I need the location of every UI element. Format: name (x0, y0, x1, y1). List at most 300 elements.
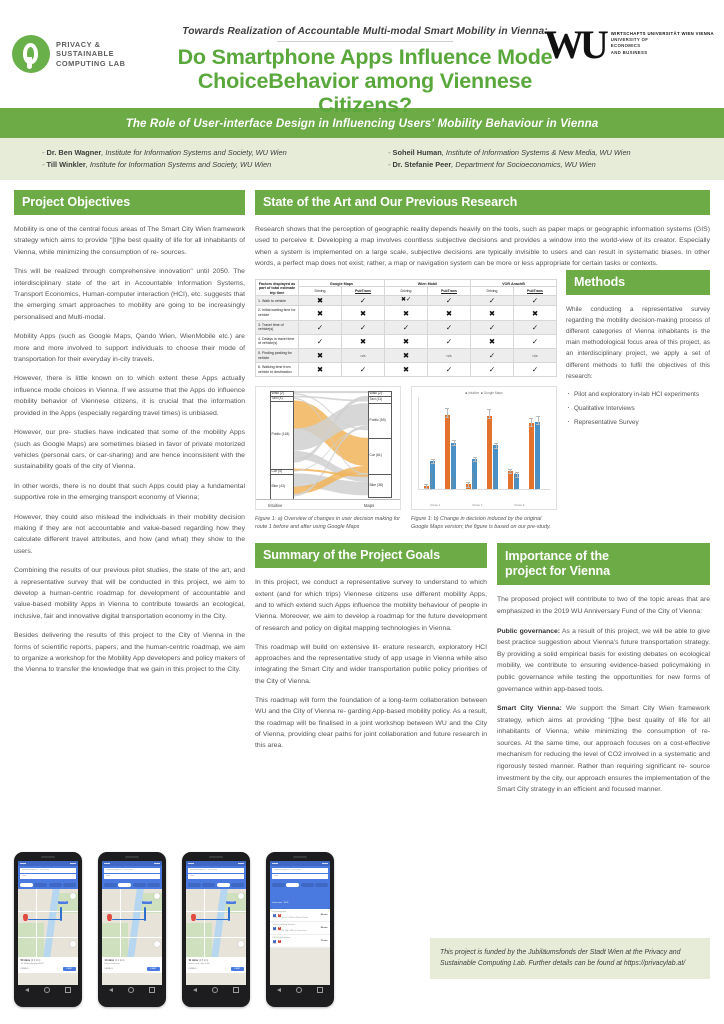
objectives-paragraph: However, our pre- studies have indicated that some of the mobility Apps (such as Google Maps) are sometimes biased in favor of private motorized vehicles (personal cars, or car-sharing) and are hence inconsistent with the sustainability goals of the city of Vienna. (14, 429, 245, 471)
author-name: Till Winkler (46, 160, 86, 169)
route-line (228, 907, 230, 921)
sankey-axis (256, 499, 400, 500)
bar (529, 423, 534, 489)
back-icon[interactable] (25, 988, 29, 992)
cross-icon: ✖ (342, 306, 385, 320)
map-view[interactable] (102, 889, 162, 957)
back-icon[interactable] (277, 988, 281, 992)
bar-chart-group-label: Route 2 (472, 503, 483, 508)
error-bar (433, 459, 434, 464)
destination-input[interactable]: Wien (20, 874, 76, 879)
methods-paragraph: While conducting a representative survey regarding the mobility decision-making process of different categories of Vienna inhabitants is the main methodological focus area of this project, as an interdisciplinary project, we apply a set of different methods to fulfil the objectives of this research: (566, 305, 710, 380)
funding-note (430, 938, 710, 979)
error-bar (538, 416, 539, 425)
route-time-badge: 11 mins (227, 901, 235, 904)
route-subtitle: fastest route now (104, 962, 120, 965)
error-bar (447, 408, 448, 418)
sankey-axis-label: Intuitive (268, 503, 283, 509)
layers-button[interactable] (154, 893, 160, 899)
phone-mockup (14, 852, 82, 1007)
wu-line6: AND BUSINESS (610, 49, 648, 55)
route-steps-link[interactable]: DETAILS (104, 967, 113, 970)
home-icon[interactable] (212, 987, 218, 993)
author-affiliation: , Institute for Information Systems and Society, WU Wien (101, 148, 287, 157)
route-result-card (102, 957, 162, 973)
route-start-button[interactable]: START (231, 967, 243, 971)
search-box (270, 866, 330, 881)
destination-input[interactable]: Wien (188, 874, 244, 879)
transit-option-heading: Shortest walking distance (272, 923, 296, 926)
author-entry: - Soheil Human, Institute of Information Systems & New Media, WU Wien (388, 148, 631, 157)
sankey-node-label: Taxi (11) (369, 396, 383, 401)
poster-header (0, 0, 724, 117)
privacy-lab-logo (12, 28, 152, 80)
phone-speaker (209, 856, 223, 858)
error-bar (489, 409, 490, 419)
recents-icon[interactable] (65, 987, 71, 993)
check-icon: ✓ (514, 296, 557, 306)
table-mode-header: PubTrans (428, 287, 471, 296)
wu-line4: UNIVERSITY OF (610, 37, 649, 43)
privacy-lab-logo-text (56, 40, 126, 69)
figure-barchart (411, 386, 557, 531)
transit-option-row[interactable] (270, 922, 330, 935)
table-row (256, 334, 557, 348)
transit-line-chip: U (273, 914, 275, 917)
table-row-label: 6. Walking time from vehicle to destination (256, 363, 299, 377)
error-bar (426, 484, 427, 489)
lab-name-line2: SUSTAINABLE (56, 49, 115, 59)
transit-option-row[interactable] (270, 909, 330, 922)
sankey-node-label: Public (118) (271, 432, 290, 437)
mode-button-walking[interactable] (20, 883, 33, 887)
table-row (256, 296, 557, 306)
phone-speaker (293, 856, 307, 858)
summary-paragraph: This roadmap will form the foundation of a long-term collaboration between WU and the City of Vienna re- garding App-based mobility policy. As a result, the roadmap will be finalised in a joint workshop between WU and the City of Vienna, providing clear paths for joint collaboration and future research in this area. (255, 697, 487, 750)
wu-line2: UNIVERSITÄT (647, 31, 680, 36)
route-start-button[interactable]: START (147, 967, 159, 971)
poster-title-line1: Do Smartphone Apps Influence Mode (177, 45, 553, 69)
poster-pretitle: Towards Realization of Accountable Multi-modal Smart Mobility in Vienna: (182, 26, 548, 37)
error-bar (531, 418, 532, 427)
wu-line5: ECONOMICS (610, 43, 641, 49)
importance-item (497, 703, 710, 796)
importance-heading-line2: project for Vienna (505, 563, 611, 578)
check-icon: ✓ (299, 334, 342, 348)
mode-button-walking[interactable] (104, 883, 117, 887)
check-icon: ✓ (471, 296, 514, 306)
mode-button-driving[interactable] (301, 883, 314, 887)
sankey-node-label: Taxi (4) (271, 395, 283, 400)
importance-item (497, 626, 710, 696)
wu-logo (543, 22, 714, 67)
table-row (256, 306, 557, 320)
table-mode-header: Driving (471, 287, 514, 296)
author-column-left (0, 147, 378, 171)
sankey-node-label: Car (61) (369, 453, 382, 458)
mode-button-walking[interactable] (188, 883, 201, 887)
transit-duration: 11 min (320, 940, 328, 943)
error-bar (468, 482, 469, 487)
column-objectives (14, 190, 245, 796)
table-row (256, 348, 557, 362)
author-affiliation: , Department for Socioeconomics, WU Wien (451, 160, 596, 169)
check-icon: ✓ (342, 320, 385, 334)
table-cell-na: n/a (342, 348, 385, 362)
mode-button-driving[interactable] (133, 883, 146, 887)
origin-input[interactable]: Welthandelsplatz 1, 1020 Wien (20, 868, 76, 873)
comparison-table-wrap (255, 270, 557, 532)
route-duration: 11 mins (4,5 km) (188, 958, 209, 962)
mode-button-bike[interactable] (63, 883, 76, 887)
mode-button-transit[interactable] (118, 883, 131, 887)
recents-icon[interactable] (317, 987, 323, 993)
origin-pin (107, 914, 112, 921)
check-icon: ✓ (471, 348, 514, 362)
poster-subtitle: The Role of User-interface Design in Influencing Users' Mobility Behaviour in Vienna (125, 116, 599, 130)
lab-name-line3: COMPUTING LAB (56, 58, 126, 68)
phone-screen (270, 861, 330, 985)
poster-title (150, 45, 580, 117)
destination-input[interactable]: Wien (104, 874, 160, 879)
route-line (112, 919, 146, 921)
phone-screen (186, 861, 246, 985)
objectives-paragraph: However, they could also mislead the individuals in their mobility decision making if they are not accountable and value-based regarding how they calculate different travel attributes, and how (and what) they show to the users. (14, 513, 245, 555)
route-start-button[interactable]: START (63, 967, 75, 971)
sankey-diagram (256, 387, 400, 509)
mode-button-transit[interactable] (286, 883, 299, 887)
error-bar (510, 469, 511, 474)
cross-icon: ✖ (385, 348, 428, 362)
error-bar (475, 457, 476, 462)
table-row-label: 2. Initial waiting time for vehicle (256, 306, 299, 320)
recents-icon[interactable] (149, 987, 155, 993)
objectives-paragraph: However, there is little known on to which extent these Apps actually influence mode choices in Vienna. If we assume that the Apps do influence mobility behavior of Viennese citizens, it is crucial that the information provided in the Apps (especially regarding travel times) is unbiased. (14, 375, 245, 417)
route-result-card (18, 957, 78, 973)
table-cell-na: n/a (428, 348, 471, 362)
locate-button[interactable] (238, 941, 244, 947)
objectives-paragraph: Mobility Apps (such as Google Maps, Qando Wien, WienMobile etc.) are more and more involved to support individuals to choose their mode of transportation for their everyday in-city travels. (14, 333, 245, 364)
sankey-node-label: Walk (2) (271, 390, 284, 395)
mode-button-bike[interactable] (147, 883, 160, 887)
check-icon: ✓ (342, 296, 385, 306)
back-icon[interactable] (109, 988, 113, 992)
android-nav-bar (270, 985, 330, 994)
importance-heading-line1: Importance of the (505, 549, 609, 564)
route-subtitle: via Welthandelsplatz/B227 (20, 962, 45, 965)
author-column-right (378, 147, 724, 171)
check-icon: ✓ (428, 296, 471, 306)
travel-mode-bar (270, 881, 330, 888)
poster-title-line2: ChoiceBehavior among Viennese Citizens? (197, 69, 533, 117)
author-affiliation: , Institute for Information Systems and Society, WU Wien (85, 160, 272, 169)
table-row-label: 4. Delays in travel time of vehicle(s) (256, 334, 299, 348)
travel-mode-bar (186, 881, 246, 888)
check-icon: ✓ (428, 363, 471, 377)
check-icon: ✓ (514, 363, 557, 377)
cross-icon: ✖ (385, 306, 428, 320)
bar-chart (412, 387, 556, 509)
search-box (18, 866, 78, 881)
route-time-badge: 14 mins (143, 901, 151, 904)
mode-button-bike[interactable] (315, 883, 328, 887)
phone-mockup (182, 852, 250, 1007)
figure-sankey-box (255, 386, 401, 510)
bar (487, 416, 492, 490)
bar-chart-group-label: Route 3 (514, 503, 525, 508)
mode-button-transit[interactable] (34, 883, 47, 887)
transit-option-heading: Recommended (272, 910, 287, 913)
section-heading-state-of-art: State of the Art and Our Previous Research (255, 190, 710, 215)
check-icon: ✓ (385, 320, 428, 334)
table-row-label: 3. Travel time of vehicle(s) (256, 320, 299, 334)
figure-barchart-box (411, 386, 557, 510)
map-view[interactable] (186, 889, 246, 957)
cross-icon: ✖ (299, 363, 342, 377)
back-icon[interactable] (193, 988, 197, 992)
route-line (196, 919, 230, 921)
cross-icon: ✖ (299, 348, 342, 362)
check-icon: ✓ (514, 320, 557, 334)
route-duration: 50 mins (3,9 km) (20, 958, 41, 962)
author-name: Dr. Ben Wagner (46, 148, 102, 157)
destination-input[interactable]: Wien (272, 874, 328, 879)
figure-sankey-caption: Figure 1: a) Overview of changes in user decision making for route 1 before and after using Google Maps (255, 516, 401, 531)
phone-mockup (266, 852, 334, 1007)
cross-icon: ✖ (299, 296, 342, 306)
column-summary (255, 543, 487, 796)
wu-logo-mark: WU (543, 22, 605, 67)
author-entry: - Till Winkler, Institute for Information Systems and Society, WU Wien (42, 160, 272, 169)
mode-button-bike[interactable] (231, 883, 244, 887)
phone-screenshot-strip (14, 852, 334, 1007)
author-entry: - Dr. Ben Wagner, Institute for Information Systems and Society, WU Wien (42, 148, 287, 157)
cross-icon: ✖ (299, 306, 342, 320)
phone-screen (18, 861, 78, 985)
transit-option-time: 14:31 - 14:45 U2 / 25A via Messe-Prater (272, 916, 309, 919)
methods-bullet: · Pilot and exploratory in-lab HCI experiments (566, 389, 710, 400)
bar-chart-legend: ■ Intuitive ■ Google Maps (465, 391, 503, 396)
table-app-header: Google Maps (299, 279, 385, 287)
transit-line-chip: A (278, 914, 281, 917)
origin-pin (23, 914, 28, 921)
methods-bullet-list (566, 389, 710, 429)
section-heading-methods: Methods (566, 270, 710, 295)
transit-option-time: 14:27 - 14:53 11A / 80A via Praterstern (272, 929, 307, 932)
sankey-node-label: Bike (43) (271, 483, 286, 488)
table-cell-na: n/a (514, 348, 557, 362)
importance-item-term: Public governance: (497, 627, 561, 635)
bar-chart-x-label: comfortable (492, 477, 496, 491)
author-name: Soheil Human (392, 148, 442, 157)
route-subtitle: fastest route, light traffic (188, 962, 210, 965)
search-box (102, 866, 162, 881)
column-methods (566, 270, 710, 532)
lab-name-line1: PRIVACY & (56, 39, 101, 49)
importance-intro: The proposed project will contribute to two of the topic areas that are emphasized in the 2019 WU Anniversary Fund of the City of Vienna: (497, 596, 710, 615)
android-nav-bar (18, 985, 78, 994)
mode-button-driving[interactable] (217, 883, 230, 887)
leaf-drop-icon (12, 35, 50, 73)
error-bar (496, 443, 497, 449)
column-importance (497, 543, 710, 796)
origin-input[interactable]: Welthandelsplatz 1, 1020 Wien (272, 868, 328, 873)
author-name: Dr. Stefanie Peer (392, 160, 452, 169)
bar-chart-x-label: comfortable (450, 477, 454, 491)
sankey-axis-label: Maps (364, 503, 375, 509)
layers-button[interactable] (70, 893, 76, 899)
table-mode-header: Driving (385, 287, 428, 296)
bar-chart-plot (418, 397, 550, 508)
section-heading-summary: Summary of the Project Goals (255, 543, 487, 568)
table-mode-header: PubTrans (514, 287, 557, 296)
section-heading-importance (497, 543, 710, 585)
route-line (28, 919, 62, 921)
cross-icon: ✖ (385, 334, 428, 348)
route-steps-link[interactable]: DETAILS (188, 967, 197, 970)
check-icon: ✓ (471, 320, 514, 334)
map-view[interactable] (18, 889, 78, 957)
mode-button-walking[interactable] (272, 883, 285, 887)
figure-barchart-caption: Figure 1: b) Change in decision induced by the original Google Maps version; the figure is based on our pre-study. (411, 516, 551, 531)
author-list (0, 138, 724, 180)
route-steps-link[interactable]: DETAILS (20, 967, 29, 970)
recents-icon[interactable] (233, 987, 239, 993)
origin-input[interactable]: Welthandelsplatz 1, 1020 Wien (104, 868, 160, 873)
route-line (144, 907, 146, 921)
travel-mode-bar (102, 881, 162, 888)
android-nav-bar (102, 985, 162, 994)
search-box (186, 866, 246, 881)
table-row (256, 320, 557, 334)
table-header-row-modes (256, 287, 557, 296)
sankey-node-label: Bike (38) (369, 482, 384, 487)
sankey-node-label: Car (4) (271, 468, 283, 473)
home-icon[interactable] (296, 987, 302, 993)
sankey-node-label: Walk (2) (369, 390, 382, 395)
state-of-art-paragraph: Research shows that the perception of geographic reality depends heavily on the tools, such as paper maps or geographic information systems (GIS) used to perceive it. Developing a map involves countless subjective decisions and provides a window into the world-view of its creator. Especially when a system is implemented on a large scale, subjective decisions are typically invisible to users and can result in systematic biases. In other words, a perfect map does not exist; rather, a map or navigation system can be more or less appropriate for certain tasks or contexts. (255, 226, 710, 268)
route-time-badge: 50 mins (59, 901, 67, 904)
author-affiliation: , Institute of Information Systems & New Media, WU Wien (441, 148, 631, 157)
objectives-paragraph: This will be realized through comprehensive innovation" until 2050. The interdisciplinary state of the art in Accountable Information Systems, Transport Economics, Human-computer interaction (HCI), etc. suggests that the emerging smart approaches to mobility are going to be increasingly personalised and Multi-modal. (14, 268, 245, 321)
bar-chart-x-label: not comfortable (513, 473, 517, 491)
objectives-paragraph: Mobility is one of the central focus areas of The Smart City Wien framework strategy which aims to provide "[t]he best quality of life for all inhabitants of Vienna, while minimizing the consumption of re- sources. (14, 226, 245, 256)
summary-paragraph: In this project, we conduct a representative survey to understand to which extent (and for which trips) Viennese citizens use different mobility Apps, and to which extend such Apps influence the mobility behaviour of people in Vienna. Moreover, we aim to develop a roadmap for the future development of research and policy on digital mapping technologies in Vienna. (255, 579, 487, 632)
cross-icon: ✖ (514, 306, 557, 320)
mode-button-transit[interactable] (202, 883, 215, 887)
origin-pin (191, 914, 196, 921)
table-header-row-apps (256, 279, 557, 287)
cross-icon: ✖ (428, 306, 471, 320)
title-block (150, 26, 580, 117)
cross-icon: ✖ (385, 363, 428, 377)
check-icon: ✓ (471, 363, 514, 377)
poster-body (0, 180, 724, 796)
home-icon[interactable] (44, 987, 50, 993)
check-icon: ✓ (428, 334, 471, 348)
transit-option-heading: Other transportation (272, 936, 291, 939)
transit-line-chip: U (273, 927, 275, 930)
table-body (256, 296, 557, 377)
phone-screen (102, 861, 162, 985)
bar-chart-x-label: not comfortable (429, 473, 433, 491)
objectives-paragraph: In other words, there is no doubt that such Apps could play a fundamental supportive role in the emerging transport economy of Vienna; (14, 482, 245, 502)
app-comparison-table (255, 279, 557, 378)
table-first-col-header: Factors displayed as part of total estimate trip time (256, 279, 299, 296)
route-result-card (186, 957, 246, 973)
bar-chart-x-label: comfortable (534, 477, 538, 491)
cross-check-icon: ✖✓ (385, 296, 428, 306)
importance-item-text: As a result of this project, we will be able to give best practice suggestion about Vienna's future transportation strategy. By providing a solid empirical basis for existing debates on ecological mobility, we contribute to ensuring evidence-based policymaking in public governance while testing the opportunities for new forms of governance within app-based tools. (497, 627, 710, 693)
wu-logo-text (611, 31, 714, 56)
check-icon: ✓ (342, 363, 385, 377)
check-icon: ✓ (514, 334, 557, 348)
mode-button-driving[interactable] (49, 883, 62, 887)
summary-paragraph: This roadmap will build on extensive lit- erature research, exploratory HCI approaches and the representative study of app usage in Vienna while also integrating the Smart City and wider transportation public policy priorities of the City of Vienna. (255, 643, 487, 685)
section-heading-objectives: Project Objectives (14, 190, 245, 215)
wu-line1: WIRTSCHAFTS (610, 31, 646, 36)
table-row-label: 5. Finding parking for vehicle (256, 348, 299, 362)
cross-icon: ✖ (471, 334, 514, 348)
transit-duration: 26 min (320, 927, 328, 930)
table-mode-header: PubTrans (342, 287, 385, 296)
cross-icon: ✖ (471, 306, 514, 320)
phone-speaker (41, 856, 55, 858)
column-research (255, 190, 710, 796)
importance-item-text: We support the Smart City Wien framework strategy, which aims at providing "[t]he best quality of life for all inhabitants of Vienna, while minimizing the consumption of re- sources. At the same time, our approach focuses on a cost-effective mechanism for reducing the level of CO2 involved in a systematic and rigorously tested manner. Rather than requiring significant re- source investment by the city, our approach ensures the implementation of the Smart City strategy in an efficient and focused manner. (497, 705, 711, 794)
figure-sankey (255, 386, 401, 531)
route-duration: 14 mins (2,1 km) (104, 958, 125, 962)
phone-mockup (98, 852, 166, 1007)
objectives-paragraph: Combining the results of our previous pilot studies, the state of the art, and a representative survey that will be conducted in this project, we aim to develop a human-centric roadmap for development of accountable and value-based mobility Apps in Vienna to contribute towards an ecological, inclusive, fair and innovative digital transportation economy in the City. (14, 567, 245, 620)
transit-line-chip: A (278, 940, 281, 943)
route-line (60, 907, 62, 921)
table-row-label: 1. Walk to vehicle (256, 296, 299, 306)
table-mode-header: Driving (299, 287, 342, 296)
sankey-node-label: Public (59) (369, 418, 386, 423)
locate-button[interactable] (154, 941, 160, 947)
origin-input[interactable]: Welthandelsplatz 1, 1020 Wien (188, 868, 244, 873)
author-entry: - Dr. Stefanie Peer, Department for Socioeconomics, WU Wien (388, 160, 596, 169)
layers-button[interactable] (238, 893, 244, 899)
objectives-paragraph: Besides delivering the results of this project to the City of Vienna in the forms of scientific reports, papers, and the human-centric roadmap, we aim to organize a workshop for the Mobility App developers and policy makers of the Vienna to transfer the knowledge that we gain in this project to the City. (14, 632, 245, 674)
check-icon: ✓ (299, 320, 342, 334)
table-app-header: VOR AnachB (471, 279, 557, 287)
wu-line3: WIEN VIENNA (681, 31, 714, 36)
transit-option-row[interactable] (270, 935, 330, 948)
android-nav-bar (186, 985, 246, 994)
bar-chart-x-label: not comfortable (471, 473, 475, 491)
transit-option-time: Uber (272, 942, 277, 945)
depart-time-selector: Leave now · 14:31 (272, 901, 289, 904)
funding-text: This project is funded by the Jubiläumsfonds der Stadt Wien at the Privacy and Sustainable Computing Lab. Further details can be found at https://privacylab.at/ (440, 949, 686, 968)
bar (445, 415, 450, 489)
title-divider (277, 41, 453, 42)
bar-chart-group-label: Route 1 (430, 503, 441, 508)
check-icon: ✓ (428, 320, 471, 334)
error-bar (454, 440, 455, 446)
home-icon[interactable] (128, 987, 134, 993)
travel-mode-bar (18, 881, 78, 888)
table-app-header: Wien Mobil (385, 279, 471, 287)
transit-line-chip: U (273, 940, 275, 943)
transit-duration: 26 min (320, 914, 328, 917)
importance-item-term: Smart City Vienna: (497, 705, 562, 713)
methods-bullet: · Representative Survey (566, 417, 710, 428)
table-row (256, 363, 557, 377)
locate-button[interactable] (70, 941, 76, 947)
cross-icon: ✖ (342, 334, 385, 348)
